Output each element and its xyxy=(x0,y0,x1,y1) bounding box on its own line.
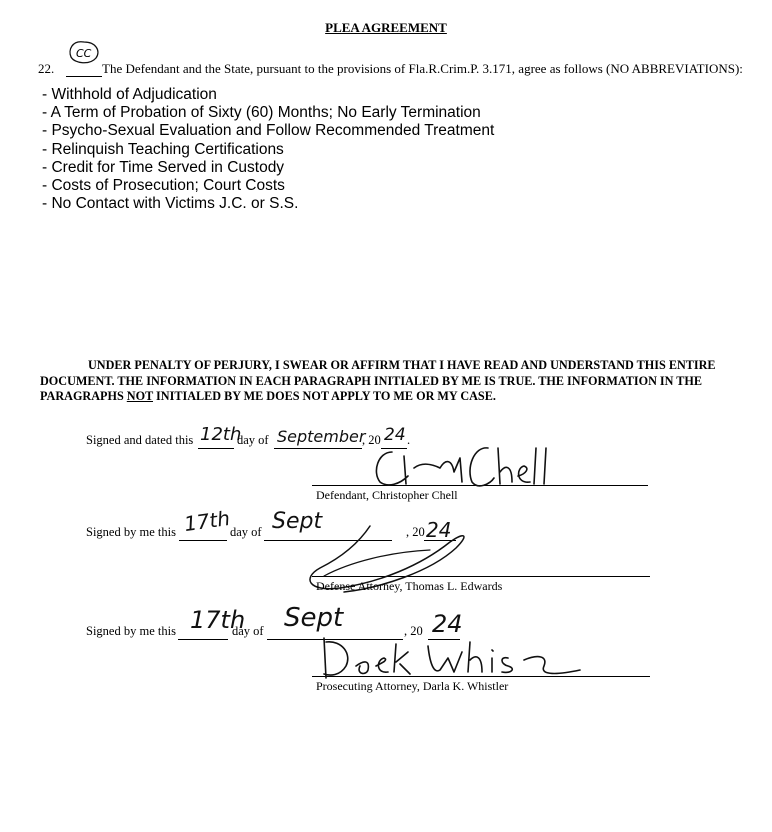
defendant-signature xyxy=(370,438,560,494)
list-item: - Psycho-Sexual Evaluation and Follow Recommended Treatment xyxy=(42,122,495,140)
defense-day-field[interactable] xyxy=(179,540,227,541)
defense-day-handwritten: 17th xyxy=(182,505,232,537)
paragraph-number: 22. xyxy=(38,61,55,76)
prosecution-signature xyxy=(312,630,588,686)
list-item: - Withhold of Adjudication xyxy=(42,86,217,103)
defendant-year-prefix: , 20 xyxy=(362,433,381,447)
prosecution-day-of-label: day of xyxy=(232,624,264,638)
perjury-not: NOT xyxy=(126,389,153,403)
defense-day-of-label: day of xyxy=(230,525,262,539)
defendant-day-field[interactable] xyxy=(198,448,234,449)
prosecution-day-handwritten: 17th xyxy=(190,606,246,634)
defendant-date-period: . xyxy=(407,433,411,447)
defendant-month-handwritten: September xyxy=(277,427,366,446)
initials-field[interactable] xyxy=(66,47,102,77)
plea-terms-list xyxy=(42,86,494,213)
prosecution-month-handwritten: Sept xyxy=(284,603,344,633)
list-item: - No Contact with Victims J.C. or S.S. xyxy=(42,195,299,213)
initials-mark xyxy=(66,38,102,68)
defendant-caption: Defendant, Christopher Chell xyxy=(316,488,458,502)
perjury-text-1: UNDER PENALTY OF PERJURY, I SWEAR OR AFFIRM THAT I HAVE READ AND UNDERSTAND THIS ENTIRE DOCUMENT. THE INFORMATION IN EACH PARAGRAPH INITIALED BY ME IS TRUE. THE INFORMATION IN THE PARAGRAPHS xyxy=(40,358,716,403)
defense-caption: Defense Attorney, Thomas L. Edwards xyxy=(316,579,503,593)
svg-text:CC: CC xyxy=(76,47,92,60)
list-item: - A Term of Probation of Sixty (60) Months; No Early Termination xyxy=(42,104,481,122)
paragraph-22 xyxy=(38,47,743,77)
defendant-signed-prefix: Signed and dated this xyxy=(86,433,194,447)
list-item: - Costs of Prosecution; Court Costs xyxy=(42,176,285,194)
perjury-text-2: INITIALED BY ME DOES NOT APPLY TO ME OR MY CASE. xyxy=(152,389,496,403)
defendant-day-of-label: day of xyxy=(237,433,269,447)
defense-year-handwritten: 24 xyxy=(426,518,452,542)
defendant-month-field[interactable] xyxy=(274,448,362,449)
perjury-statement xyxy=(40,358,740,405)
defendant-year-handwritten: 24 xyxy=(384,425,406,445)
list-item: - Relinquish Teaching Certifications xyxy=(42,140,284,158)
defendant-day-handwritten: 12th xyxy=(200,424,242,445)
list-item: - Credit for Time Served in Custody xyxy=(42,158,285,176)
defense-year-prefix: , 20 xyxy=(406,525,425,539)
prosecution-day-field[interactable] xyxy=(178,639,228,640)
paragraph-text: The Defendant and the State, pursuant to the provisions of Fla.R.Crim.P. 3.171, agree as follows (NO ABBREVIATIONS): xyxy=(102,61,743,76)
prosecution-year-handwritten: 24 xyxy=(432,610,463,638)
document-title: PLEA AGREEMENT xyxy=(325,20,447,35)
prosecution-caption: Prosecuting Attorney, Darla K. Whistler xyxy=(316,679,509,693)
prosecution-year-prefix: , 20 xyxy=(404,624,423,638)
prosecution-signed-prefix: Signed by me this xyxy=(86,624,176,638)
defense-month-handwritten: Sept xyxy=(272,509,323,534)
defense-signed-prefix: Signed by me this xyxy=(86,525,176,539)
